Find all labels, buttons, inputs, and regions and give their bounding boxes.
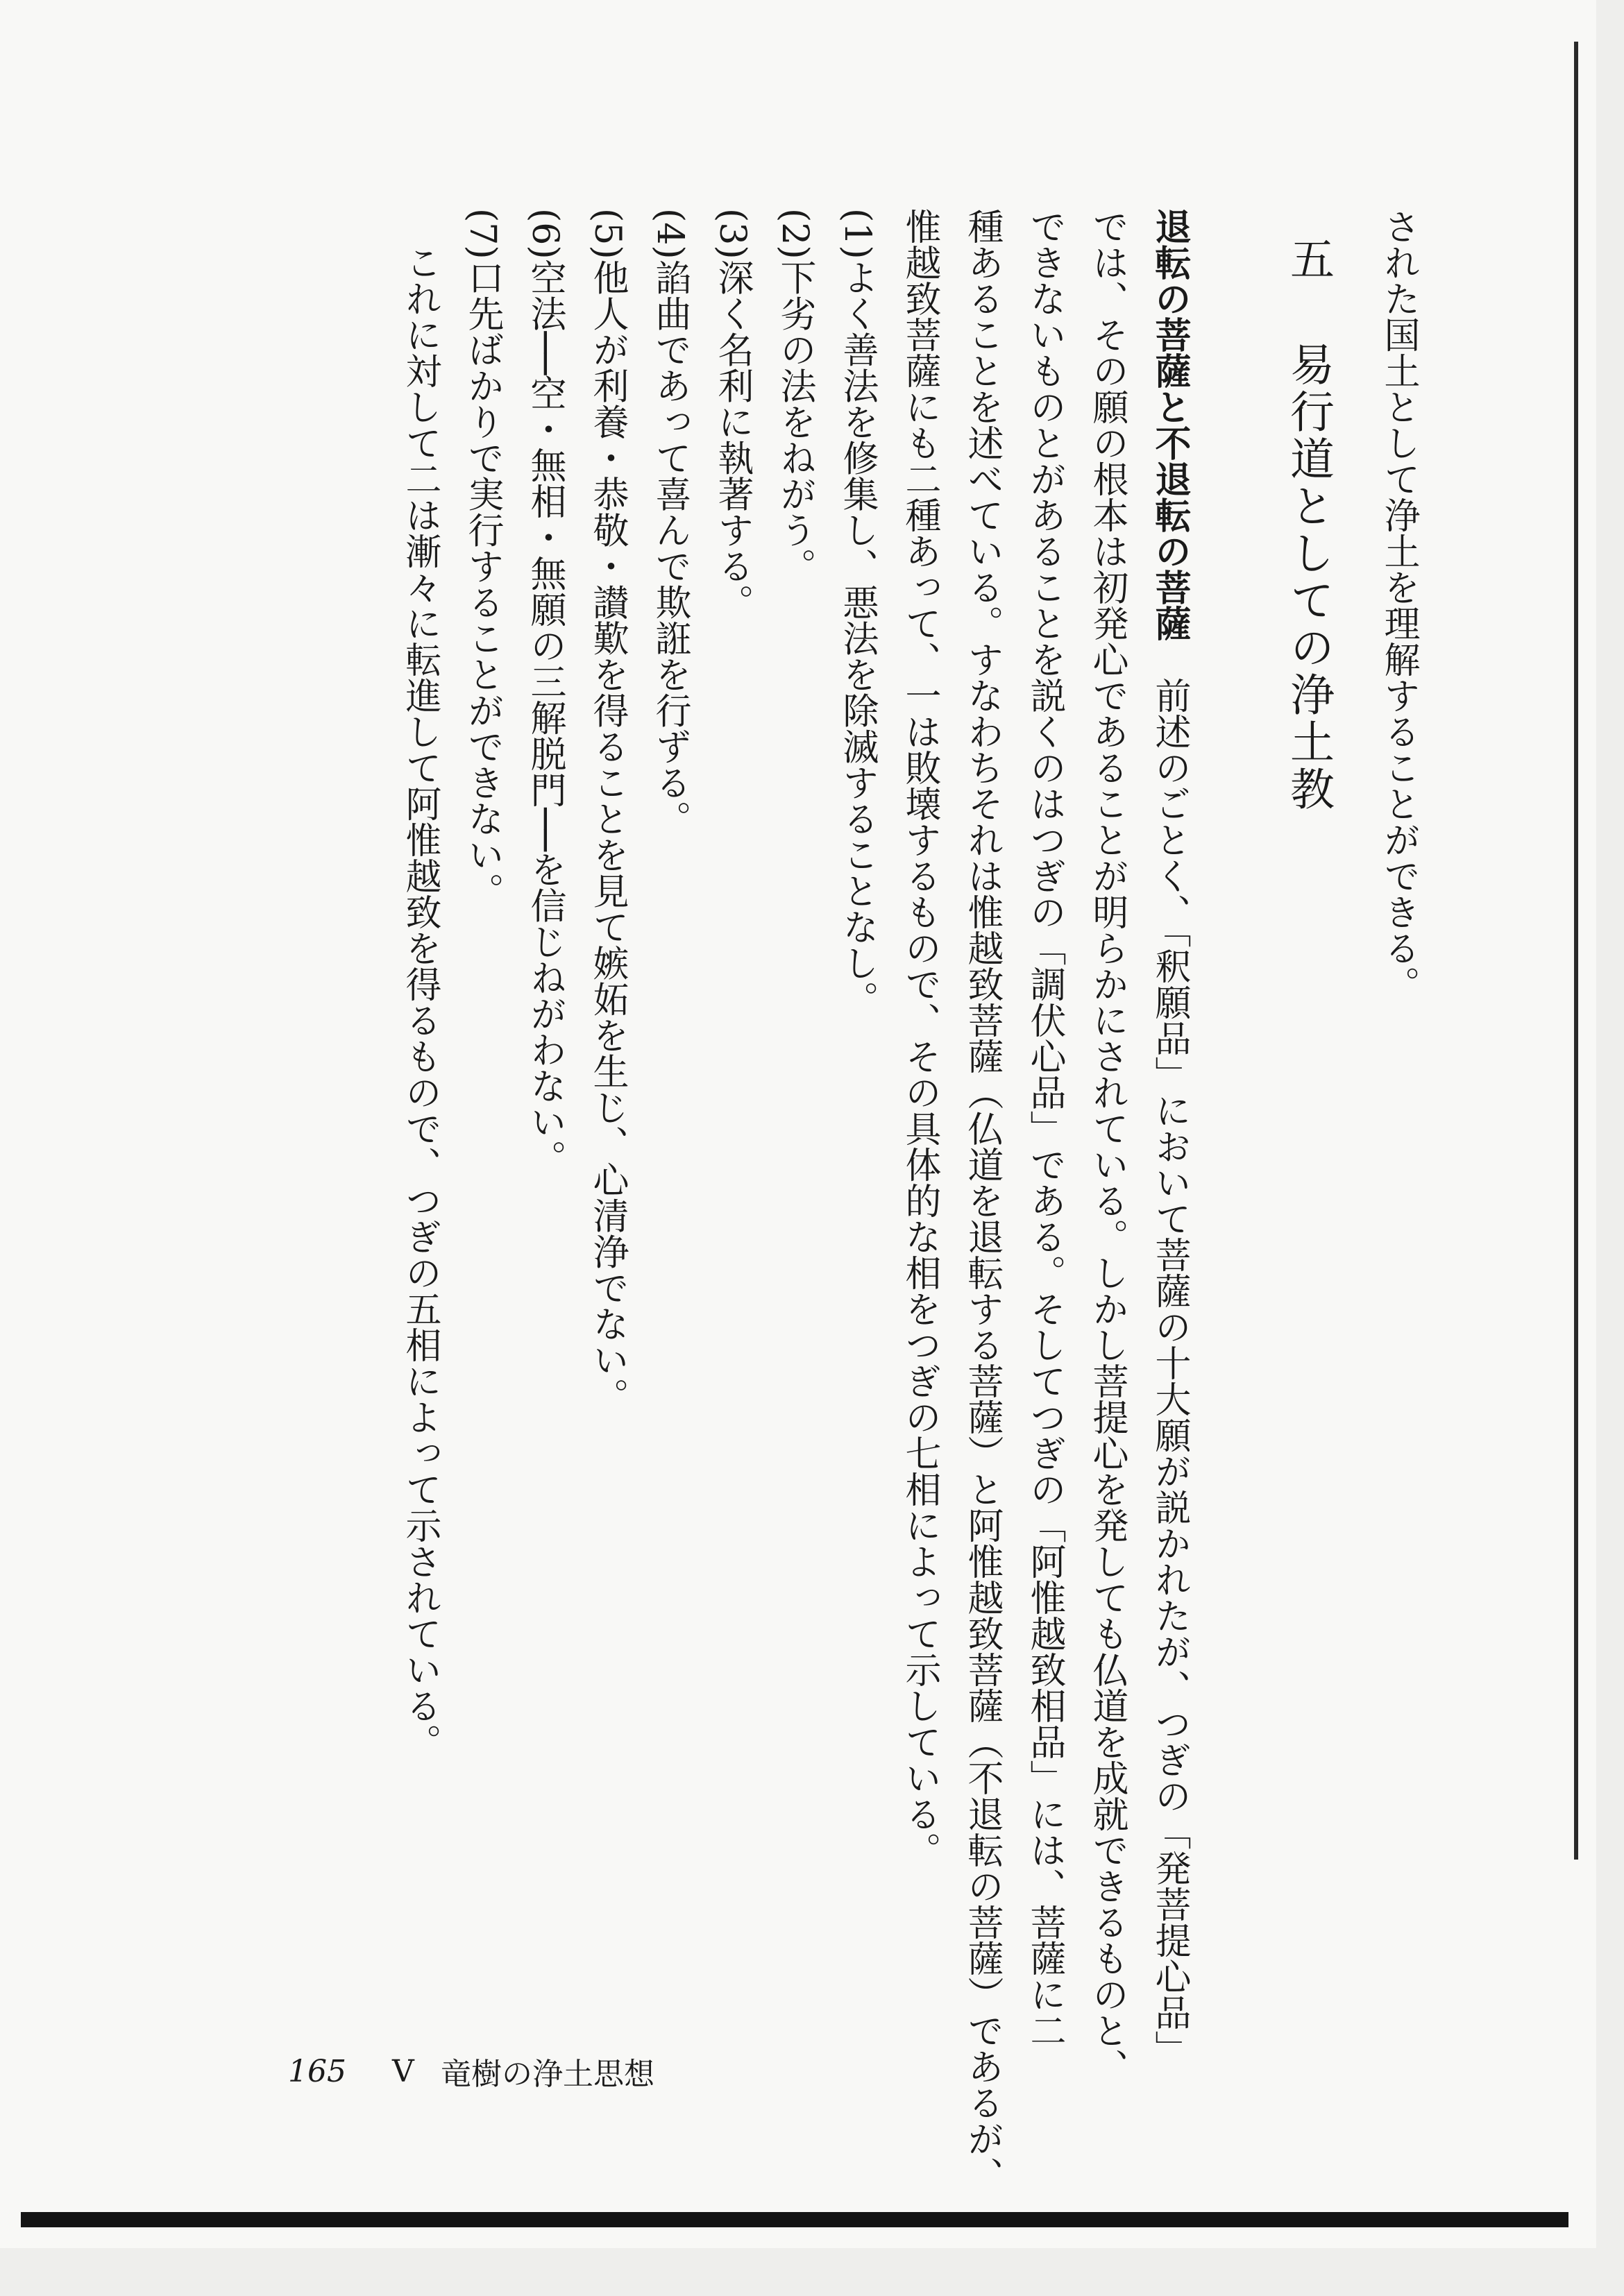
- scan-bottom-edge: [21, 2212, 1568, 2227]
- list-item: (7)口先ばかりで実行することができない。: [462, 208, 503, 909]
- running-title: 竜樹の浄土思想: [441, 2057, 654, 2092]
- intro-line: された国土として浄土を理解することができる。: [1378, 208, 1419, 1002]
- list-item: (1)よく善法を修集し、悪法を除滅することなし。: [836, 208, 878, 1017]
- list-item: (2)下劣の法をねがう。: [774, 208, 815, 584]
- page-footer: [288, 2050, 654, 2092]
- section-heading: [1277, 236, 1339, 1721]
- closing-paragraph: これに対して二は漸々に転進して阿惟越致を得るもので、つぎの五相によって示されている。: [399, 244, 441, 1760]
- subheading: 退転の菩薩と不退転の菩薩: [1149, 208, 1190, 641]
- section-number: 五: [1283, 236, 1334, 283]
- paragraph-line: 種あることを述べている。すなわちそれは惟越致菩薩（仏道を退転する菩薩）と阿惟越致菩薩（不退転の菩薩）であるが、: [961, 208, 1003, 2193]
- list-item: (3)深く名利に執著する。: [711, 208, 753, 620]
- paragraph-line: 退転の菩薩と不退転の菩薩 前述のごとく、「釈願品」において菩薩の十大願が説かれたが、つぎの「発菩提心品」: [1149, 208, 1190, 2066]
- section-title: 易行道としての浄土教: [1283, 341, 1334, 814]
- paragraph-line: では、その願の根本は初発心であることが明らかにされている。しかし菩提心を発しても仏道を成就できるものと、: [1086, 208, 1128, 2084]
- paragraph-line: 惟越致菩薩にも二種あって、一は敗壊するもので、その具体的な相をつぎの七相によって示している。: [899, 208, 940, 1868]
- book-spine-edge: [1574, 42, 1578, 1860]
- list-item: (4)諂曲であって喜んで欺誑を行ずる。: [649, 208, 691, 837]
- page-number: 165: [288, 2053, 346, 2089]
- list-item: (6)空法──空・無相・無願の三解脱門──を信じねがわない。: [524, 208, 566, 1176]
- paragraph-line: できないものとがあることを説くのはつぎの「調伏心品」である。そしてつぎの「阿惟越致相品」には、菩薩に二: [1024, 208, 1065, 2048]
- list-item: (5)他人が利養・恭敬・讃歎を得ることを見て嫉妬を生じ、心清浄でない。: [586, 208, 628, 1414]
- part-number: V: [392, 2053, 414, 2089]
